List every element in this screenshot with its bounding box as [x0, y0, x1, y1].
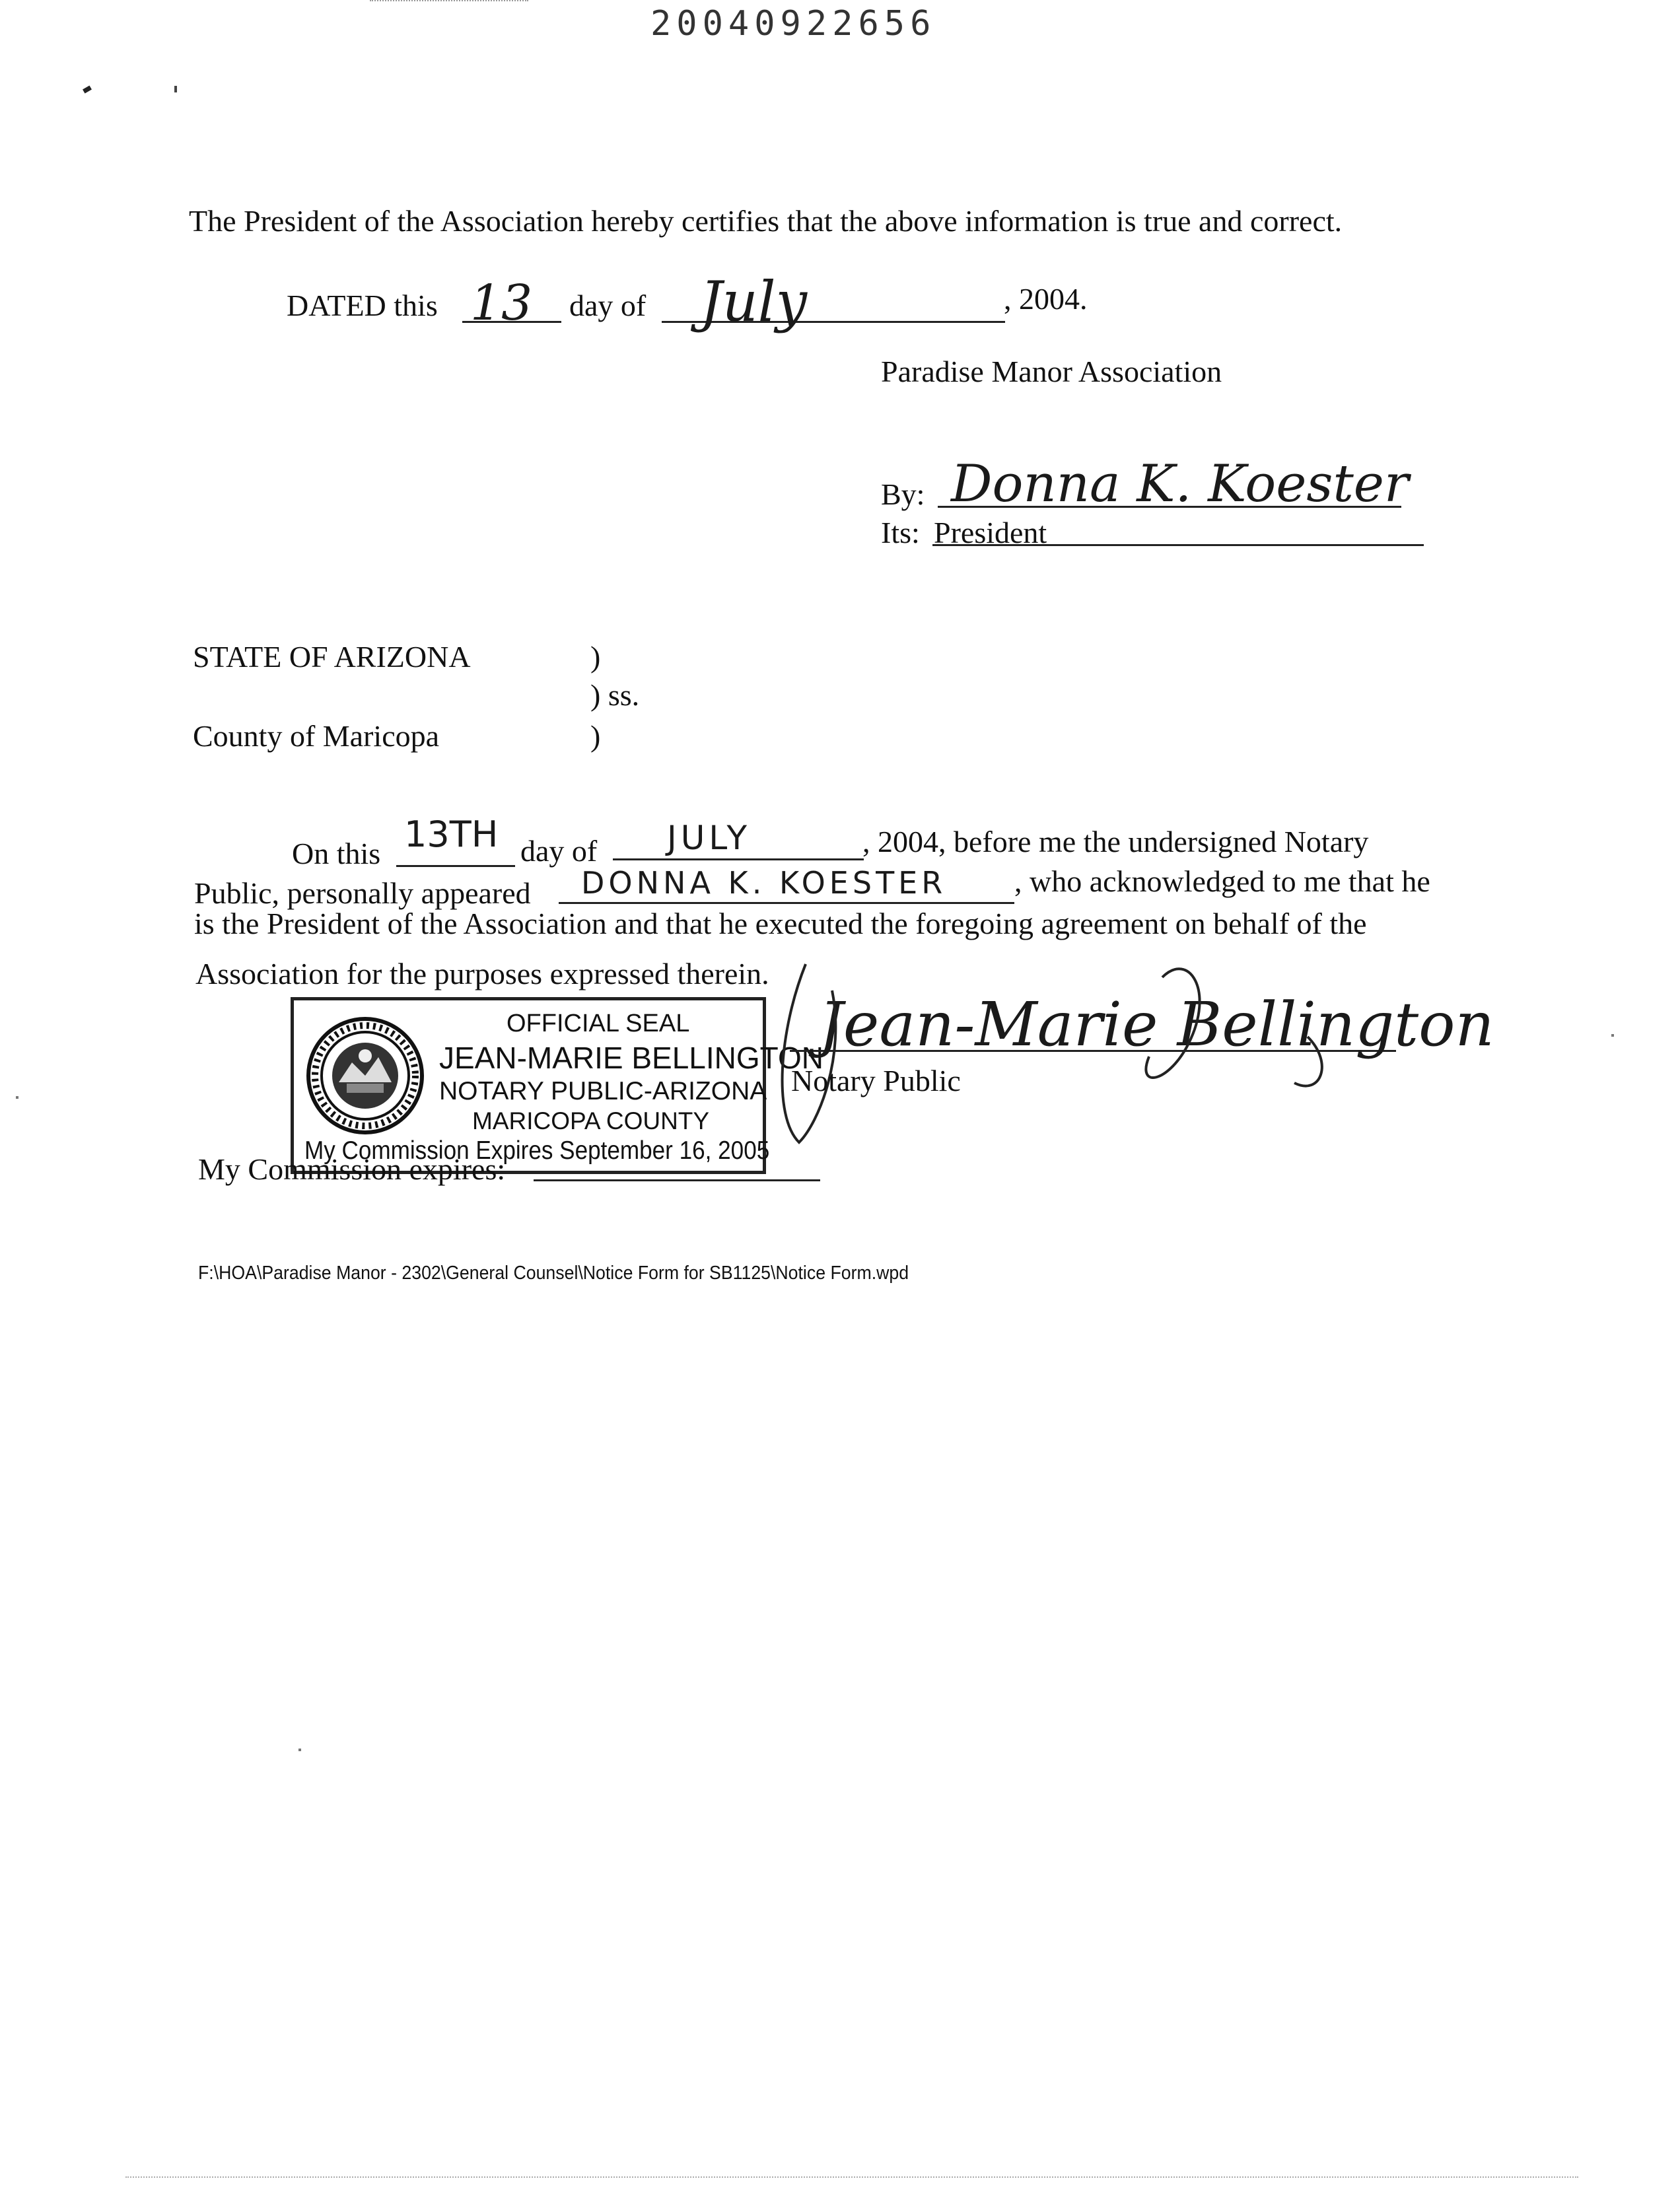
ack-line2-start: Public, personally appeared: [194, 876, 531, 910]
commission-underline: [534, 1179, 820, 1181]
scan-speck: [16, 1096, 18, 1099]
ack-line4: Association for the purposes expressed therein.: [195, 957, 769, 990]
seal-line-county: MARICOPA COUNTY: [472, 1107, 710, 1134]
dated-prefix: DATED this: [287, 289, 438, 322]
venue-paren-bottom: ): [590, 719, 601, 753]
dated-month-handwritten: July: [700, 269, 808, 334]
venue-ss: ) ss.: [590, 678, 640, 712]
venue-paren-top: ): [590, 640, 601, 674]
venue-county: County of Maricopa: [193, 719, 440, 753]
arizona-state-seal-icon: [306, 1016, 425, 1135]
ack-month-underline: [613, 858, 864, 860]
president-signature: Donna K. Koester: [951, 454, 1409, 514]
seal-line-notary: NOTARY PUBLIC-ARIZONA: [439, 1077, 767, 1105]
notary-seal-stamp: [291, 997, 823, 1174]
ack-name-handwritten: DONNA K. KOESTER: [581, 865, 947, 901]
venue-state: STATE OF ARIZONA: [193, 640, 471, 674]
seal-emblem: [306, 1016, 425, 1135]
ack-line3: is the President of the Association and that he executed the foregoing agreement on behalf of the: [194, 907, 1367, 940]
ack-line1-rest: , 2004, before me the undersigned Notary: [862, 825, 1369, 858]
ack-line2-rest: , who acknowledged to me that he: [1014, 864, 1430, 898]
its-title: President: [934, 516, 1047, 549]
notary-signature: Jean-Marie Bellington: [819, 989, 1494, 1060]
scan-speck: [1611, 1034, 1614, 1037]
ack-month-handwritten: JULY: [667, 819, 752, 857]
commission-label: My Commission expires:: [198, 1152, 506, 1186]
association-name: Paradise Manor Association: [881, 355, 1222, 388]
ack-day-handwritten: 13TH: [404, 814, 499, 855]
ack-day-underline: [396, 865, 515, 867]
dated-day-handwritten: 13: [470, 275, 533, 331]
notary-public-label: Notary Public: [791, 1064, 961, 1097]
by-label: By:: [881, 477, 925, 511]
scan-speck: [298, 1749, 301, 1751]
ack-name-underline: [559, 902, 1014, 904]
ack-on-this: On this: [292, 837, 381, 870]
scan-artifact-bottom-line: [125, 2176, 1578, 2179]
seal-line-expires: My Commission Expires September 16, 2005: [304, 1136, 770, 1165]
dated-year: , 2004.: [1004, 282, 1088, 316]
dated-mid: day of: [569, 289, 647, 322]
scan-speck: [174, 86, 177, 92]
its-underline: [932, 544, 1424, 546]
certification-statement: The President of the Association hereby certifies that the above information is true and correct.: [189, 204, 1343, 238]
scan-artifact-top-line: [370, 0, 528, 4]
seal-line-official: OFFICIAL SEAL: [507, 1010, 690, 1037]
document-number: 20040922656: [650, 4, 936, 44]
seal-line-name: JEAN-MARIE BELLINGTON: [439, 1041, 823, 1075]
its-label: Its:: [881, 516, 920, 549]
notary-signature-flourish: [766, 951, 1360, 1149]
file-path-footer: F:\HOA\Paradise Manor - 2302\General Counsel\Notice Form for SB1125\Notice Form.wpd: [198, 1263, 909, 1284]
scan-speck: [83, 85, 92, 93]
ack-day-of: day of: [520, 834, 598, 868]
